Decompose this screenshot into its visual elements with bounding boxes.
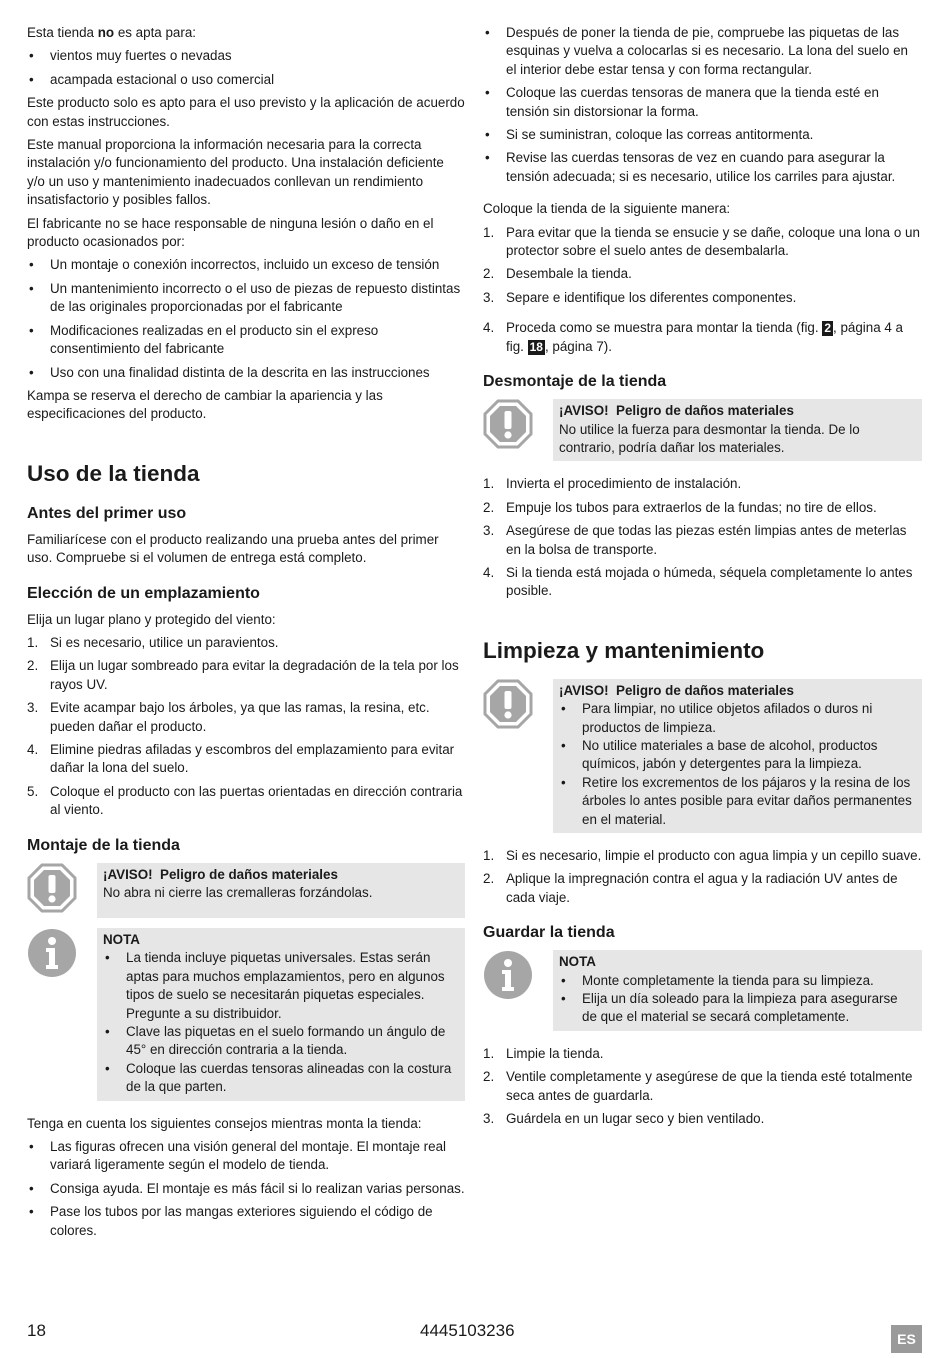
list-item: 3. Separe e identifique los diferentes componentes. <box>483 289 797 305</box>
list-item: 1. Invierta el procedimiento de instalación. <box>483 476 742 492</box>
subheading-guardar: Guardar la tienda <box>483 924 615 942</box>
list-item: • Uso con una finalidad distinta de la descrita en las instrucciones <box>27 364 465 382</box>
warning-octagon-icon <box>483 679 533 729</box>
info-icon <box>27 928 77 978</box>
paragraph: Coloque la tienda de la siguiente manera: <box>483 201 731 217</box>
list-item: • Retire los excrementos de los pájaros y la resina de los árboles lo antes posible para evitar daños permanentes en el material. <box>559 774 916 829</box>
subheading-montaje: Montaje de la tienda <box>27 836 180 854</box>
info-title: NOTA <box>103 932 140 947</box>
list-item: • acampada estacional o uso comercial <box>27 71 465 89</box>
list-item: • Coloque las cuerdas tensoras de manera que la tienda esté en tensión sin distorsionar la forma. <box>483 84 922 121</box>
list-item: • Un montaje o conexión incorrectos, incluido un exceso de tensión <box>27 256 465 274</box>
paragraph: Kampa se reserva el derecho de cambiar la apariencia y las especificaciones del producto. <box>27 387 383 422</box>
list-item: 3. Guárdela en un lugar seco y bien ventilado. <box>483 1111 765 1127</box>
list-item: 3. Evite acampar bajo los árboles, ya que las ramas, la resina, etc. pueden dañar el producto. <box>27 700 430 734</box>
list-item: • La tienda incluye piquetas universales. Estas serán aptas para muchos emplazamientos, pero en algunos tipos de suelo se necesitarán piquetas especiales. Pregunte a su distribuidor. <box>103 949 459 1023</box>
warning-title: ¡AVISO! Peligro de daños materiales <box>103 866 338 882</box>
list-item: 4. Proceda como se muestra para montar la tienda (fig. 2 , página 4 a fig. 18 , página 7). <box>483 320 904 354</box>
list-item: 5. Coloque el producto con las puertas orientadas en dirección contraria al viento. <box>27 783 463 818</box>
subheading-antes: Antes del primer uso <box>27 504 187 522</box>
figure-ref-18[interactable]: 18 <box>529 339 543 354</box>
list-item: 1. Limpie la tienda. <box>483 1045 604 1061</box>
list-item: • Después de poner la tienda de pie, compruebe las piquetas de las esquinas y vuelva a colocarlas si es necesario. La lona del suelo en el interior debe estar tensa y con forma rectangular. <box>483 24 922 79</box>
paragraph: Familiarícese con el producto realizando una prueba antes del primer uso. Compruebe si el volumen de entrega está completo. <box>27 531 439 566</box>
list-item: 2. Empuje los tubos para extraerlos de la fundas; no tire de ellos. <box>483 499 877 515</box>
list-item: • vientos muy fuertes o nevadas <box>27 47 465 65</box>
info-icon <box>483 950 533 1000</box>
warning-text: No utilice la fuerza para desmontar la tienda. De lo contrario, podría dañar los materiales. <box>559 421 860 455</box>
info-notice <box>483 950 922 1031</box>
list-item: • Para limpiar, no utilice objetos afilados o duros ni productos de limpieza. <box>559 700 916 737</box>
warning-octagon-icon <box>27 863 77 913</box>
list-item: • Coloque las cuerdas tensoras alineadas con la costura de la que parten. <box>103 1060 459 1097</box>
list-item: 4. Si la tienda está mojada o húmeda, séquela completamente lo antes posible. <box>483 564 913 599</box>
info-title: NOTA <box>559 954 596 970</box>
list-item: 3. Asegúrese de que todas las piezas estén limpias antes de meterlas en la bolsa de transporte. <box>483 523 907 557</box>
figure-ref-2[interactable]: 2 <box>824 321 832 336</box>
section-title-uso: Uso de la tienda <box>27 460 200 486</box>
warning-title: ¡AVISO! Peligro de daños materiales <box>559 403 794 419</box>
paragraph: Este manual proporciona la información necesaria para la correcta instalación y/o funcionamiento del producto. Una instalación deficiente y/o un uso y mantenimiento inadecuados conllevan un rendimiento insatisfactorio y posibles fallos. <box>27 137 444 208</box>
list-item: 1. Si es necesario, limpie el producto con agua limpia y un cepillo suave. <box>483 848 922 863</box>
page-number: 18 <box>27 1321 46 1340</box>
warning-box <box>553 679 922 833</box>
info-notice <box>27 928 465 1101</box>
paragraph: Elija un lugar plano y protegido del viento: <box>27 611 276 627</box>
warning-text: No abra ni cierre las cremalleras forzándolas. <box>103 885 373 900</box>
store-steps-list <box>483 1045 922 1129</box>
tips-list-continued <box>483 24 922 186</box>
list-item: 1. Si es necesario, utilice un paravientos. <box>27 634 279 650</box>
list-item: • Si se suministran, coloque las correas antitormenta. <box>483 126 922 144</box>
setup-steps-list <box>483 224 922 356</box>
info-box <box>553 950 922 1031</box>
language-badge: ES <box>891 1325 922 1353</box>
list-item: • Consiga ayuda. El montaje es más fácil si lo realizan varias personas. <box>27 1180 465 1198</box>
warning-box <box>553 399 922 461</box>
list-item: • Monte completamente la tienda para su limpieza. <box>559 972 916 990</box>
warning-notice <box>483 399 922 461</box>
warning-title: ¡AVISO! Peligro de daños materiales <box>559 682 794 698</box>
list-item: • No utilice materiales a base de alcohol, productos químicos, jabón y detergentes para la limpieza. <box>559 737 916 774</box>
list-item: 2. Aplique la impregnación contra el agua y la radiación UV antes de cada viaje. <box>483 871 898 905</box>
list-item: • Un mantenimiento incorrecto o el uso de piezas de repuesto distintas de las originales proporcionadas por el fabricante <box>27 280 465 317</box>
info-box <box>97 928 465 1101</box>
warning-notice <box>27 863 465 918</box>
tips-list <box>27 1138 465 1240</box>
list-item: 2. Desembale la tienda. <box>483 266 632 282</box>
paragraph: Este producto solo es apto para el uso previsto y la aplicación de acuerdo con estas instrucciones. <box>27 95 465 129</box>
list-item: 2. Elija un lugar sombreado para evitar la degradación de la tela por los rayos UV. <box>27 658 459 692</box>
list-item: • Elija un día soleado para la limpieza para asegurarse de que el material se secará completamente. <box>559 990 916 1027</box>
subheading-desmontaje: Desmontaje de la tienda <box>483 373 667 391</box>
liability-list <box>27 256 465 381</box>
left-column <box>27 24 465 1245</box>
section-title-limpieza: Limpieza y mantenimiento <box>483 637 765 663</box>
list-item: • Las figuras ofrecen una visión general del montaje. El montaje real variará ligeramente según el modelo de tienda. <box>27 1138 465 1175</box>
warning-box <box>97 863 465 918</box>
paragraph: Tenga en cuenta los siguientes consejos mientras monta la tienda: <box>27 1115 422 1131</box>
right-column <box>483 24 922 1133</box>
list-item: 1. Para evitar que la tienda se ensucie y se dañe, coloque una lona o un protector sobre el suelo antes de desembalarla. <box>483 224 920 259</box>
warning-notice <box>483 679 922 833</box>
list-item: • Modificaciones realizadas en el producto sin el expreso consentimiento del fabricante <box>27 322 465 359</box>
unsuitable-list <box>27 47 465 89</box>
subheading-eleccion: Elección de un emplazamiento <box>27 584 260 602</box>
dismantle-steps-list <box>483 475 922 600</box>
list-item: • Clave las piquetas en el suelo formando un ángulo de 45° en dirección contraria a la tienda. <box>103 1023 459 1060</box>
list-item: 2. Ventile completamente y asegúrese de que la tienda esté totalmente seca antes de guardarla. <box>483 1069 913 1103</box>
intro-text: Esta tienda no es apta para: <box>27 25 196 40</box>
list-item: • Pase los tubos por las mangas exteriores siguiendo el código de colores. <box>27 1203 465 1240</box>
paragraph: El fabricante no se hace responsable de ninguna lesión o daño en el producto ocasionados por: <box>27 215 434 250</box>
clean-steps-list <box>483 847 922 907</box>
list-item: • Revise las cuerdas tensoras de vez en cuando para asegurar la tensión adecuada; si es necesario, utilice los carriles para ajustar. <box>483 149 922 186</box>
list-item: 4. Elimine piedras afiladas y escombros del emplazamiento para evitar dañar la lona del suelo. <box>27 741 455 776</box>
warning-octagon-icon <box>483 399 533 449</box>
document-code: 4445103236 <box>420 1321 515 1340</box>
site-steps-list <box>27 634 465 820</box>
